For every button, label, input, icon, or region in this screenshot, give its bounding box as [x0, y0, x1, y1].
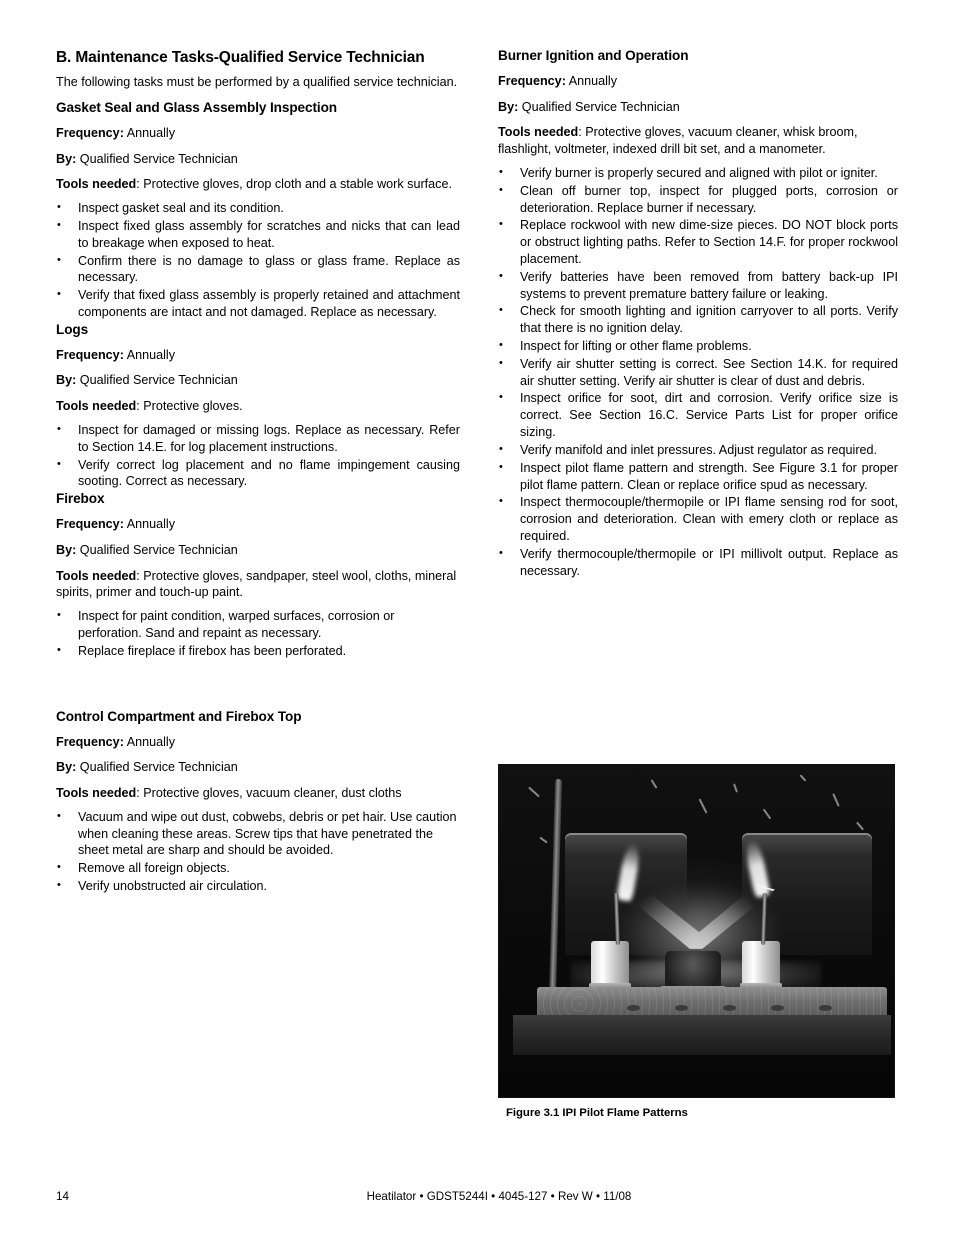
page-number: 14 — [56, 1190, 69, 1203]
ceramic-electrode-right — [742, 941, 780, 985]
list-item: • Inspect orifice for soot, dirt and corrosion. Verify orifice size is correct. See Section 16.C. Service Parts List for proper orifice sizing. — [498, 390, 898, 440]
list-item: • Inspect gasket seal and its condition. — [56, 200, 460, 217]
tools-line-burner — [498, 124, 898, 157]
frequency-line-gasket-seal — [56, 125, 460, 142]
tools-line-logs — [56, 398, 460, 415]
list-item: • Replace fireplace if firebox has been perforated. — [56, 643, 460, 660]
list-item: • Inspect for lifting or other flame problems. — [498, 338, 898, 355]
by-line-firebox — [56, 542, 460, 559]
frequency-label: Frequency: — [56, 734, 124, 749]
subsection-heading-control-compartment: Control Compartment and Firebox Top — [56, 708, 302, 724]
right-column — [498, 48, 898, 580]
by-value: Qualified Service Technician — [76, 151, 238, 166]
by-value: Qualified Service Technician — [76, 373, 238, 388]
by-label: By: — [56, 373, 77, 388]
frequency-value: Annually — [123, 734, 176, 749]
subsection-heading-logs: Logs — [56, 321, 89, 337]
tools-line-control-compartment — [56, 785, 460, 802]
bullet-list-gasket-seal — [56, 200, 460, 321]
frequency-label: Frequency: — [56, 517, 124, 532]
frequency-label: Frequency: — [56, 347, 124, 362]
tools-line-gasket-seal — [56, 176, 460, 193]
list-item: • Verify that fixed glass assembly is properly retained and attachment components are intact and not damaged. Replace as necessary. — [56, 287, 460, 321]
list-item: • Confirm there is no damage to glass or glass frame. Replace as necessary. — [56, 253, 460, 287]
list-item: • Clean off burner top, inspect for plugged ports, corrosion or deterioration. Replace burner if necessary. — [498, 183, 898, 217]
by-value: Qualified Service Technician — [518, 99, 680, 114]
tools-value: : Protective gloves. — [136, 399, 243, 414]
list-item: • Vacuum and wipe out dust, cobwebs, debris or pet hair. Use caution when cleaning these areas. Screw tips that have penetrated the sheet metal are sharp and should be avoided. — [56, 809, 460, 859]
list-item: • Verify manifold and inlet pressures. Adjust regulator as required. — [498, 442, 898, 459]
by-label: By: — [56, 542, 77, 557]
subsection-heading-gasket-seal: Gasket Seal and Glass Assembly Inspection — [56, 99, 337, 115]
list-item: • Check for smooth lighting and ignition carryover to all ports. Verify that there is no ignition delay. — [498, 303, 898, 337]
bullet-list-burner-ignition — [498, 165, 898, 580]
frequency-label: Frequency: — [498, 73, 566, 88]
list-item: • Remove all foreign objects. — [56, 860, 460, 877]
list-item: • Verify unobstructed air circulation. — [56, 878, 460, 895]
burner-port — [723, 1005, 736, 1011]
by-value: Qualified Service Technician — [76, 760, 238, 775]
frequency-value: Annually — [123, 347, 176, 362]
by-label: By: — [56, 151, 77, 166]
frequency-line-firebox — [56, 516, 460, 533]
frequency-line-logs — [56, 347, 460, 364]
list-item: • Inspect fixed glass assembly for scratches and nicks that can lead to breakage when exposed to heat. — [56, 218, 460, 252]
footer-document-line: Heatilator • GDST5244I • 4045-127 • Rev W • 11/08 — [366, 1190, 632, 1203]
ceramic-electrode-left — [591, 941, 629, 985]
by-label: By: — [498, 99, 519, 114]
tools-label: Tools needed — [56, 786, 137, 800]
subsection-heading-burner-ignition: Burner Ignition and Operation — [498, 48, 689, 63]
tools-value: : Protective gloves, vacuum cleaner, whisk broom, flashlight, voltmeter, indexed drill bit set, and a manometer. — [498, 125, 858, 157]
tools-line-firebox — [56, 568, 460, 601]
left-column — [56, 48, 460, 896]
burner-port — [819, 1005, 832, 1011]
by-line-control-compartment — [56, 759, 460, 776]
list-item: • Inspect thermocouple/thermopile or IPI flame sensing rod for soot, corrosion and deterioration. Clean with emery cloth or replace as required. — [498, 494, 898, 544]
figure-block — [498, 764, 895, 1119]
frequency-value: Annually — [123, 517, 176, 532]
bullet-list-firebox — [56, 608, 460, 659]
figure-caption: Figure 3.1 IPI Pilot Flame Patterns — [506, 1107, 688, 1119]
list-item: • Replace rockwool with new dime-size pieces. DO NOT block ports or obstruct lighting paths. Refer to Section 14.F. for proper rockwool placement. — [498, 217, 898, 267]
by-line-gasket-seal — [56, 151, 460, 168]
by-label: By: — [56, 760, 77, 775]
bullet-list-control-compartment — [56, 809, 460, 895]
list-item: • Verify batteries have been removed from battery back-up IPI systems to prevent premature battery failure or leaking. — [498, 269, 898, 303]
page-title: B. Maintenance Tasks-Qualified Service Technician — [56, 49, 425, 66]
tools-label: Tools needed — [56, 568, 137, 583]
frequency-value: Annually — [565, 73, 618, 88]
list-item: • Inspect for damaged or missing logs. Replace as necessary. Refer to Section 14.E. for log placement instructions. — [56, 422, 460, 456]
frequency-line-burner — [498, 73, 898, 90]
list-item: • Verify air shutter setting is correct. See Section 14.K. for required air shutter setting. Verify air shutter is clear of dust and debris. — [498, 356, 898, 390]
by-value: Qualified Service Technician — [76, 542, 238, 557]
burner-port — [771, 1005, 784, 1011]
burner-port — [627, 1005, 640, 1011]
frequency-line-control-compartment — [56, 734, 460, 751]
tools-label: Tools needed — [498, 125, 579, 140]
list-item: • Verify burner is properly secured and aligned with pilot or igniter. — [498, 165, 898, 182]
tools-value: : Protective gloves, sandpaper, steel wool, cloths, mineral spirits, primer and touch-up paint. — [56, 568, 457, 600]
burner-port — [675, 1005, 688, 1011]
subsection-heading-firebox: Firebox — [56, 491, 105, 507]
burner-front-face — [513, 1015, 891, 1055]
tools-label: Tools needed — [56, 177, 137, 192]
frequency-value: Annually — [123, 125, 176, 140]
frequency-label: Frequency: — [56, 125, 124, 140]
list-item: • Verify thermocouple/thermopile or IPI millivolt output. Replace as necessary. — [498, 546, 898, 580]
bullet-list-logs — [56, 422, 460, 490]
tools-label: Tools needed — [56, 399, 137, 414]
list-item: • Verify correct log placement and no flame impingement causing sooting. Correct as necessary. — [56, 457, 460, 491]
by-line-logs — [56, 372, 460, 389]
list-item: • Inspect for paint condition, warped surfaces, corrosion or perforation. Sand and repaint as necessary. — [56, 608, 460, 642]
by-line-burner — [498, 99, 898, 116]
pilot-flame-photo — [498, 764, 895, 1098]
tools-value: : Protective gloves, drop cloth and a stable work surface. — [136, 177, 452, 192]
list-item: • Inspect pilot flame pattern and strength. See Figure 3.1 for proper pilot flame pattern. Clean or replace orifice spud as necessary. — [498, 460, 898, 494]
intro-paragraph: The following tasks must be performed by a qualified service technician. — [56, 75, 458, 90]
tools-value: : Protective gloves, vacuum cleaner, dust cloths — [136, 786, 402, 800]
